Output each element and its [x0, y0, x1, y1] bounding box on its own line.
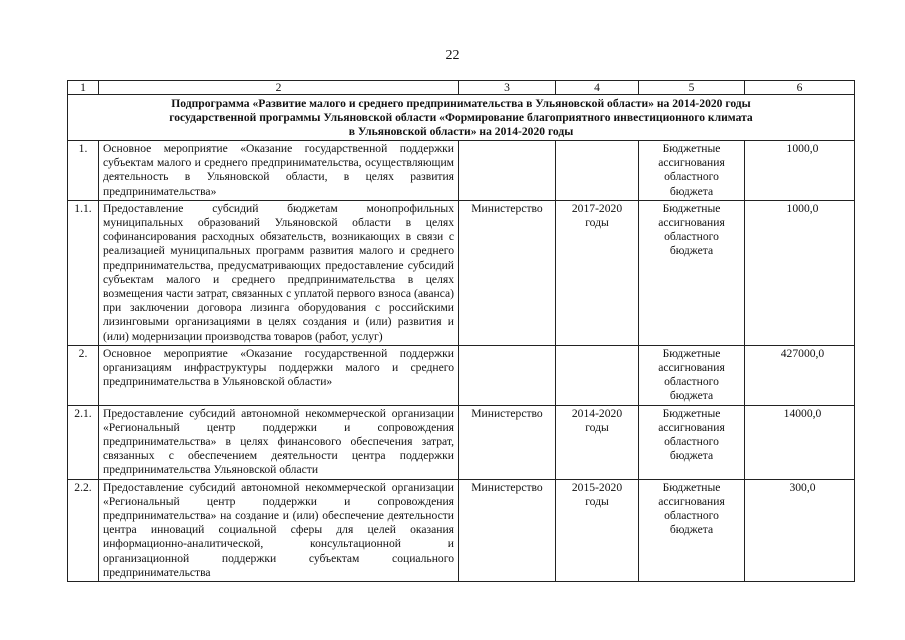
- row-number: 2.2.: [68, 479, 99, 581]
- row-executor: Министерство: [459, 479, 556, 581]
- period-line: годы: [585, 216, 609, 230]
- header-col-2: 2: [99, 81, 459, 95]
- row-executor: Министерство: [459, 405, 556, 479]
- row-description: Предоставление субсидий бюджетам монопрофильных муниципальных образований Ульяновской области в целях софинансирования расходных обязательств, возникающих в связи с реализацией муниципальных программ развития малого и среднего предпринимательства, предусматривающих предоставление субсидий субъектам малого и среднего предпринимательства в целях возмещения части затрат, связанных с уплатой первого взноса (аванса) при заключении договора лизинга оборудования с российскими лизинговыми организациями в целях создания и (или) развития и (или) модернизации производства товаров (работ, услуг): [99, 200, 459, 345]
- period-line: годы: [585, 494, 609, 508]
- header-col-3: 3: [459, 81, 556, 95]
- funding-line: ассигнования: [658, 156, 725, 170]
- row-period: [556, 141, 639, 201]
- funding-line: Бюджетные: [662, 142, 721, 155]
- row-amount: 1000,0: [745, 200, 855, 345]
- row-period: [556, 405, 639, 479]
- header-col-5: 5: [639, 81, 745, 95]
- funding-line: областного бюджета: [664, 230, 719, 258]
- row-amount: 1000,0: [745, 141, 855, 201]
- subprogram-title-line: Подпрограмма «Развитие малого и среднего предпринимательства в Ульяновской области» на 2014-2020 годы: [171, 97, 751, 110]
- funding-line: Бюджетные: [662, 201, 721, 215]
- row-number: 1.1.: [68, 200, 99, 345]
- subprogram-title: [68, 95, 855, 141]
- row-number: 1.: [68, 141, 99, 201]
- header-col-4: 4: [556, 81, 639, 95]
- row-executor: [459, 345, 556, 405]
- period-line: 2017-2020: [571, 201, 623, 215]
- funding-line: областного бюджета: [664, 170, 719, 198]
- funding-line: Бюджетные: [662, 406, 721, 420]
- row-amount: 427000,0: [745, 345, 855, 405]
- row-funding-source: [639, 479, 745, 581]
- funding-line: областного бюджета: [664, 509, 719, 537]
- row-number: 2.1.: [68, 405, 99, 479]
- page-number: 22: [445, 48, 460, 63]
- row-period: [556, 345, 639, 405]
- subprogram-title-line: государственной программы Ульяновской области «Формирование благоприятного инвестиционного климата: [169, 111, 753, 124]
- row-description: Основное мероприятие «Оказание государственной поддержки организациям инфраструктуры поддержки малого и среднего предпринимательства в Ульяновской области»: [99, 345, 459, 405]
- row-period: [556, 479, 639, 581]
- row-executor: Министерство: [459, 200, 556, 345]
- table-row: [68, 200, 855, 345]
- funding-line: ассигнования: [658, 420, 725, 434]
- header-col-1: 1: [68, 81, 99, 95]
- row-funding-source: [639, 141, 745, 201]
- table-row: [68, 345, 855, 405]
- program-table: [67, 80, 855, 582]
- funding-line: Бюджетные: [662, 346, 721, 360]
- subprogram-title-line: в Ульяновской области» на 2014-2020 годы: [348, 125, 574, 138]
- row-description: Основное мероприятие «Оказание государственной поддержки субъектам малого и среднего предпринимательства, осуществляющим деятельность в Ульяновской области, в целях развития предпринимательства»: [99, 141, 459, 201]
- funding-line: Бюджетные: [662, 480, 721, 494]
- funding-line: ассигнования: [658, 494, 725, 508]
- row-funding-source: [639, 405, 745, 479]
- period-line: годы: [585, 420, 609, 434]
- row-funding-source: [639, 345, 745, 405]
- row-funding-source: [639, 200, 745, 345]
- row-number: 2.: [68, 345, 99, 405]
- row-amount: 300,0: [745, 479, 855, 581]
- header-col-6: 6: [745, 81, 855, 95]
- funding-line: областного бюджета: [664, 435, 719, 463]
- funding-line: ассигнования: [658, 361, 725, 375]
- funding-line: областного бюджета: [664, 375, 719, 403]
- funding-line: ассигнования: [658, 216, 725, 230]
- period-line: 2015-2020: [571, 480, 623, 494]
- row-executor: [459, 141, 556, 201]
- row-amount: 14000,0: [745, 405, 855, 479]
- table-row: [68, 405, 855, 479]
- subprogram-row: [68, 95, 855, 141]
- row-description: Предоставление субсидий автономной некоммерческой организации «Региональный центр поддержки и сопровождения предпринимательства» на создание и (или) обеспечение деятельности центра инноваций социальной сферы для целей оказания информационно-аналитической, консультационной и организационной поддержки субъектам социального предпринимательства: [99, 479, 459, 581]
- table-row: [68, 141, 855, 201]
- row-description: Предоставление субсидий автономной некоммерческой организации «Региональный центр поддержки и сопровождения предпринимательства» в целях финансового обеспечения затрат, связанных с обеспечением деятельности центра поддержки предпринимательства Ульяновской области: [99, 405, 459, 479]
- table-row: [68, 479, 855, 581]
- row-period: [556, 200, 639, 345]
- period-line: 2014-2020: [571, 406, 623, 420]
- header-row: [68, 81, 855, 95]
